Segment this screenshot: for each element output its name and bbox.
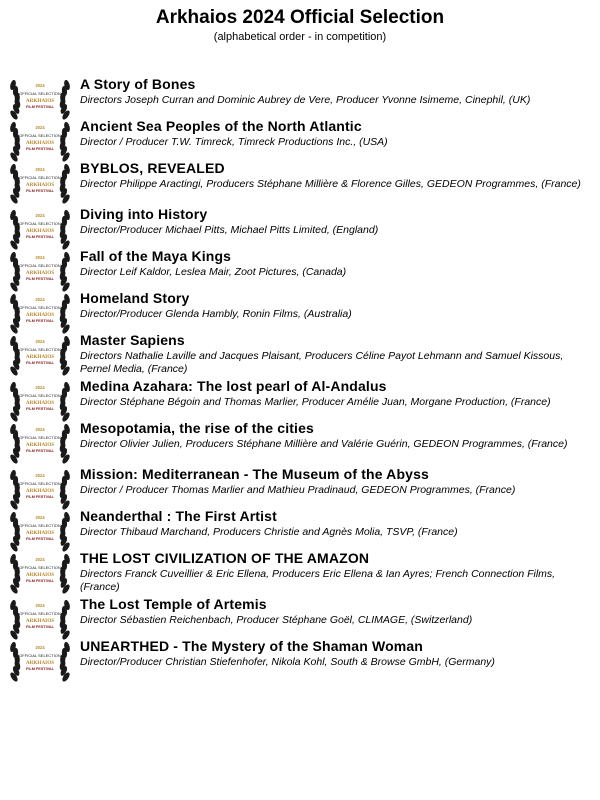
svg-text:OFFICIAL SELECTION: OFFICIAL SELECTION — [19, 91, 61, 96]
official-selection-laurel-icon — [5, 642, 75, 682]
svg-text:OFFICIAL SELECTION: OFFICIAL SELECTION — [19, 611, 61, 616]
official-selection-laurel-icon — [5, 600, 75, 640]
film-title: UNEARTHED - The Mystery of the Shaman Woman — [80, 638, 424, 654]
svg-text:2024: 2024 — [35, 255, 45, 260]
film-text — [80, 596, 595, 627]
svg-text:2024: 2024 — [35, 473, 45, 478]
film-text — [80, 290, 595, 321]
svg-text:FILM FESTIVAL: FILM FESTIVAL — [26, 319, 54, 323]
svg-text:FILM FESTIVAL: FILM FESTIVAL — [26, 235, 54, 239]
svg-text:FILM FESTIVAL: FILM FESTIVAL — [26, 407, 54, 411]
svg-text:2024: 2024 — [35, 427, 45, 432]
film-text — [80, 508, 595, 539]
film-credits: Director Philippe Aractingi, Producers Stéphane Millière & Florence Gilles, GEDEON Programmes, (France) — [80, 178, 581, 190]
film-credits: Directors Nathalie Laville and Jacques Plaisant, Producers Céline Payot Lehmann and Samuel Kissous, Pernel Media, (France) — [80, 350, 564, 375]
official-selection-laurel-icon — [5, 554, 75, 594]
svg-text:2024: 2024 — [35, 603, 45, 608]
svg-text:OFFICIAL SELECTION: OFFICIAL SELECTION — [19, 653, 61, 658]
svg-text:OFFICIAL SELECTION: OFFICIAL SELECTION — [19, 565, 61, 570]
film-title: THE LOST CIVILIZATION OF THE AMAZON — [80, 550, 370, 566]
film-text — [80, 206, 595, 237]
svg-text:2024: 2024 — [35, 125, 45, 130]
film-title: BYBLOS, REVEALED — [80, 160, 225, 176]
svg-text:FILM FESTIVAL: FILM FESTIVAL — [26, 537, 54, 541]
official-selection-laurel-icon — [5, 164, 75, 204]
svg-text:ARKHAIOS: ARKHAIOS — [25, 660, 55, 666]
film-title: Homeland Story — [80, 290, 190, 306]
film-credits: Director Stéphane Bégoin and Thomas Marlier, Producer Amélie Juan, Morgane Production, (France) — [80, 396, 551, 408]
svg-text:OFFICIAL SELECTION: OFFICIAL SELECTION — [19, 221, 61, 226]
svg-text:2024: 2024 — [35, 645, 45, 650]
svg-text:ARKHAIOS: ARKHAIOS — [25, 442, 55, 448]
svg-text:2024: 2024 — [35, 83, 45, 88]
film-title: Mesopotamia, the rise of the cities — [80, 420, 314, 436]
page-title: Arkhaios 2024 Official Selection — [155, 7, 445, 28]
film-credits: Director Olivier Julien, Producers Stéphane Millière and Valérie Guérin, GEDEON Programmes, (France) — [80, 438, 568, 450]
svg-text:2024: 2024 — [35, 557, 45, 562]
film-credits: Director Sébastien Reichenbach, Producer Stéphane Goël, CLIMAGE, (Switzerland) — [80, 614, 473, 626]
film-title: Master Sapiens — [80, 332, 185, 348]
svg-text:2024: 2024 — [35, 167, 45, 172]
svg-text:FILM FESTIVAL: FILM FESTIVAL — [26, 147, 54, 151]
official-selection-laurel-icon — [5, 294, 75, 334]
svg-text:OFFICIAL SELECTION: OFFICIAL SELECTION — [19, 175, 61, 180]
film-title: Neanderthal : The First Artist — [80, 508, 277, 524]
film-credits: Director / Producer Thomas Marlier and Mathieu Pradinaud, GEDEON Programmes, (France) — [80, 484, 516, 496]
film-title: Medina Azahara: The lost pearl of Al-Andalus — [80, 378, 387, 394]
svg-text:ARKHAIOS: ARKHAIOS — [25, 530, 55, 536]
film-credits: Director Thibaud Marchand, Producers Christie and Agnès Molia, TSVP, (France) — [80, 526, 458, 538]
film-title: Mission: Mediterranean - The Museum of the Abyss — [80, 466, 429, 482]
svg-text:ARKHAIOS: ARKHAIOS — [25, 354, 55, 360]
svg-text:FILM FESTIVAL: FILM FESTIVAL — [26, 105, 54, 109]
svg-text:2024: 2024 — [35, 297, 45, 302]
film-text — [80, 378, 595, 409]
svg-text:FILM FESTIVAL: FILM FESTIVAL — [26, 579, 54, 583]
film-credits: Director/Producer Glenda Hambly, Ronin Films, (Australia) — [80, 308, 352, 320]
svg-text:FILM FESTIVAL: FILM FESTIVAL — [26, 361, 54, 365]
official-selection-laurel-icon — [5, 210, 75, 250]
film-text — [80, 76, 595, 107]
official-selection-laurel-icon — [5, 512, 75, 552]
film-credits: Director/Producer Christian Stiefenhofer, Nikola Kohl, South & Browse GmbH, (Germany) — [80, 656, 495, 668]
film-title: Fall of the Maya Kings — [80, 248, 232, 264]
svg-text:OFFICIAL SELECTION: OFFICIAL SELECTION — [19, 133, 61, 138]
film-credits: Director Leif Kaldor, Leslea Mair, Zoot Pictures, (Canada) — [80, 266, 347, 278]
svg-text:ARKHAIOS: ARKHAIOS — [25, 140, 55, 146]
official-selection-laurel-icon — [5, 252, 75, 292]
svg-text:FILM FESTIVAL: FILM FESTIVAL — [26, 189, 54, 193]
svg-text:OFFICIAL SELECTION: OFFICIAL SELECTION — [19, 263, 61, 268]
svg-text:ARKHAIOS: ARKHAIOS — [25, 488, 55, 494]
svg-text:OFFICIAL SELECTION: OFFICIAL SELECTION — [19, 435, 61, 440]
svg-text:FILM FESTIVAL: FILM FESTIVAL — [26, 495, 54, 499]
svg-text:OFFICIAL SELECTION: OFFICIAL SELECTION — [19, 305, 61, 310]
film-text — [80, 118, 595, 149]
film-text — [80, 550, 595, 593]
film-credits: Directors Franck Cuveillier & Eric Ellena, Producers Eric Ellena & Ian Ayres; French Connection Films, (France) — [80, 568, 556, 593]
svg-text:OFFICIAL SELECTION: OFFICIAL SELECTION — [19, 523, 61, 528]
film-text — [80, 420, 595, 451]
film-text — [80, 248, 595, 279]
svg-text:FILM FESTIVAL: FILM FESTIVAL — [26, 667, 54, 671]
film-text — [80, 466, 595, 497]
svg-text:ARKHAIOS: ARKHAIOS — [25, 98, 55, 104]
page-header — [0, 0, 600, 44]
svg-text:ARKHAIOS: ARKHAIOS — [25, 228, 55, 234]
film-credits: Director / Producer T.W. Timreck, Timreck Productions Inc., (USA) — [80, 136, 388, 148]
svg-text:2024: 2024 — [35, 515, 45, 520]
official-selection-laurel-icon — [5, 424, 75, 464]
svg-text:ARKHAIOS: ARKHAIOS — [25, 270, 55, 276]
svg-text:FILM FESTIVAL: FILM FESTIVAL — [26, 449, 54, 453]
official-selection-laurel-icon — [5, 336, 75, 376]
svg-text:ARKHAIOS: ARKHAIOS — [25, 400, 55, 406]
film-title: Ancient Sea Peoples of the North Atlantic — [80, 118, 362, 134]
svg-text:OFFICIAL SELECTION: OFFICIAL SELECTION — [19, 393, 61, 398]
film-credits: Director/Producer Michael Pitts, Michael Pitts Limited, (England) — [80, 224, 379, 236]
official-selection-laurel-icon — [5, 470, 75, 510]
svg-text:ARKHAIOS: ARKHAIOS — [25, 618, 55, 624]
film-title: Diving into History — [80, 206, 208, 222]
film-credits: Directors Joseph Curran and Dominic Aubrey de Vere, Producer Yvonne Isimeme, Cinephil, (UK) — [80, 94, 531, 106]
svg-text:OFFICIAL SELECTION: OFFICIAL SELECTION — [19, 481, 61, 486]
svg-text:2024: 2024 — [35, 213, 45, 218]
svg-text:ARKHAIOS: ARKHAIOS — [25, 312, 55, 318]
official-selection-laurel-icon — [5, 382, 75, 422]
film-title: The Lost Temple of Artemis — [80, 596, 267, 612]
official-selection-laurel-icon — [5, 80, 75, 120]
svg-text:ARKHAIOS: ARKHAIOS — [25, 182, 55, 188]
official-selection-laurel-icon — [5, 122, 75, 162]
svg-text:FILM FESTIVAL: FILM FESTIVAL — [26, 277, 54, 281]
svg-text:2024: 2024 — [35, 339, 45, 344]
film-text — [80, 332, 595, 375]
svg-text:OFFICIAL SELECTION: OFFICIAL SELECTION — [19, 347, 61, 352]
svg-text:ARKHAIOS: ARKHAIOS — [25, 572, 55, 578]
film-text — [80, 638, 595, 669]
film-title: A Story of Bones — [80, 76, 196, 92]
film-text — [80, 160, 595, 191]
svg-text:2024: 2024 — [35, 385, 45, 390]
svg-text:FILM FESTIVAL: FILM FESTIVAL — [26, 625, 54, 629]
page-subtitle: (alphabetical order - in competition) — [213, 31, 387, 43]
